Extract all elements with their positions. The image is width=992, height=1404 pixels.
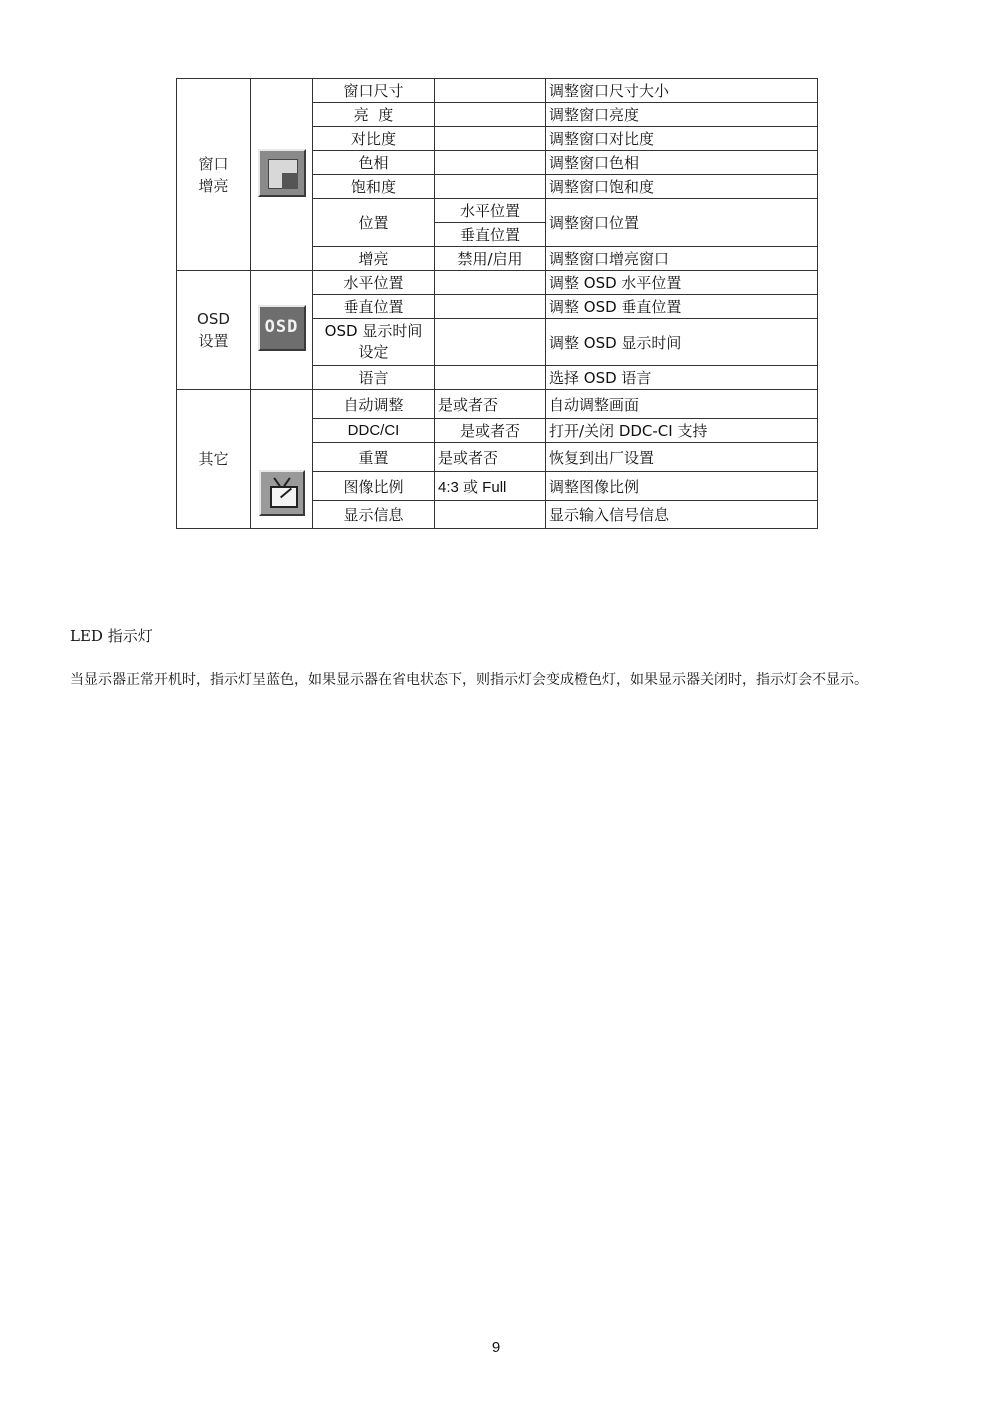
item-cell: 饱和度 — [313, 175, 435, 199]
window-enhance-icon — [258, 149, 306, 197]
desc-cell: 自动调整画面 — [546, 390, 818, 419]
desc-cell: 调整窗口对比度 — [546, 127, 818, 151]
value-cell: 水平位置 — [435, 199, 546, 223]
item-cell: OSD 显示时间 设定 — [313, 319, 435, 366]
page-number: 9 — [491, 1339, 501, 1356]
item-cell: 重置 — [313, 443, 435, 472]
item-cell: 位置 — [313, 199, 435, 247]
desc-cell: 选择 OSD 语言 — [546, 366, 818, 390]
value-cell: 4:3 或 Full — [435, 472, 546, 501]
value-cell: 是或者否 — [435, 443, 546, 472]
group-label-osd: OSD 设置 — [177, 271, 251, 390]
desc-cell: 调整 OSD 水平位置 — [546, 271, 818, 295]
tv-misc-icon — [259, 470, 305, 516]
group-label-window: 窗口 增亮 — [177, 79, 251, 271]
value-cell — [435, 151, 546, 175]
desc-cell: 调整 OSD 显示时间 — [546, 319, 818, 366]
desc-cell: 调整窗口尺寸大小 — [546, 79, 818, 103]
led-section-title: LED 指示灯 — [70, 627, 153, 645]
value-cell — [435, 295, 546, 319]
value-cell: 是或者否 — [435, 419, 546, 443]
item-cell: 窗口尺寸 — [313, 79, 435, 103]
desc-cell: 打开/关闭 DDC-CI 支持 — [546, 419, 818, 443]
value-cell — [435, 271, 546, 295]
value-cell — [435, 319, 546, 366]
osd-menu-table — [176, 78, 818, 529]
value-cell — [435, 175, 546, 199]
item-cell: 语言 — [313, 366, 435, 390]
desc-cell: 调整图像比例 — [546, 472, 818, 501]
value-cell — [435, 103, 546, 127]
item-cell: 色相 — [313, 151, 435, 175]
desc-cell: 调整窗口位置 — [546, 199, 818, 247]
item-cell: 亮 度 — [313, 103, 435, 127]
value-cell — [435, 79, 546, 103]
group-label-other: 其它 — [177, 390, 251, 529]
value-cell: 禁用/启用 — [435, 247, 546, 271]
led-section-text: 当显示器正常开机时，指示灯呈蓝色，如果显示器在省电状态下，则指示灯会变成橙色灯，如果显示器关闭时，指示灯会不显示。 — [70, 672, 868, 688]
item-cell: 垂直位置 — [313, 295, 435, 319]
desc-cell: 调整窗口增亮窗口 — [546, 247, 818, 271]
desc-cell: 调整 OSD 垂直位置 — [546, 295, 818, 319]
value-cell — [435, 501, 546, 529]
group-icon-cell-other — [251, 390, 313, 529]
item-cell: 增亮 — [313, 247, 435, 271]
value-cell — [435, 127, 546, 151]
desc-cell: 调整窗口饱和度 — [546, 175, 818, 199]
group-icon-cell-window — [251, 79, 313, 271]
desc-cell: 调整窗口亮度 — [546, 103, 818, 127]
value-cell — [435, 366, 546, 390]
item-cell: DDC/CI — [313, 419, 435, 443]
desc-cell: 调整窗口色相 — [546, 151, 818, 175]
value-cell: 垂直位置 — [435, 223, 546, 247]
group-icon-cell-osd — [251, 271, 313, 390]
value-cell: 是或者否 — [435, 390, 546, 419]
item-cell: 显示信息 — [313, 501, 435, 529]
desc-cell: 恢复到出厂设置 — [546, 443, 818, 472]
item-cell: 图像比例 — [313, 472, 435, 501]
item-cell: 对比度 — [313, 127, 435, 151]
desc-cell: 显示输入信号信息 — [546, 501, 818, 529]
item-cell: 水平位置 — [313, 271, 435, 295]
item-cell: 自动调整 — [313, 390, 435, 419]
osd-settings-icon: OSD — [258, 305, 306, 351]
